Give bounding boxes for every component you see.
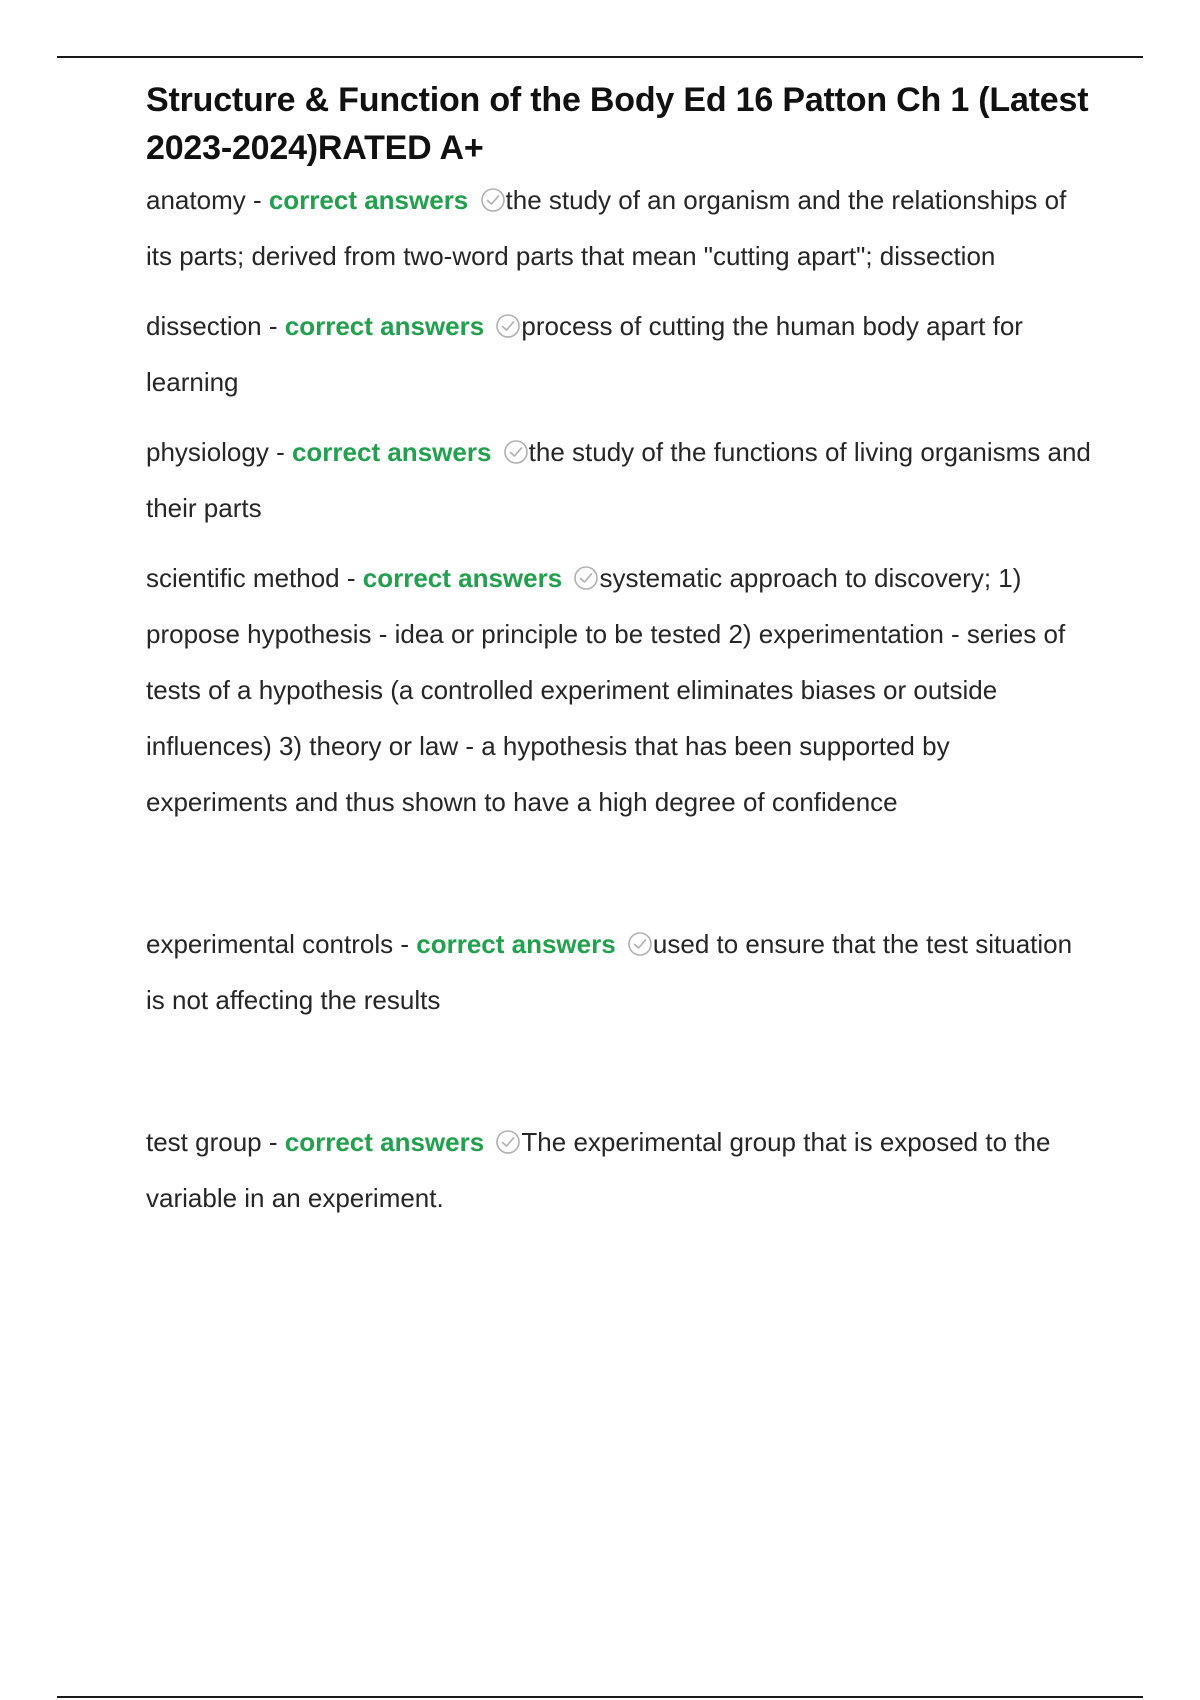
document-title: Structure & Function of the Body Ed 16 Patton Ch 1 (Latest 2023-2024)RATED A+ xyxy=(146,81,1089,167)
entry-term: test group - xyxy=(146,1127,285,1157)
flashcard-entry xyxy=(146,172,1096,284)
entry-definition: The experimental group that is exposed to the variable in an experiment. xyxy=(146,1127,1051,1213)
check-circle-icon xyxy=(573,565,599,591)
entry-term: experimental controls - xyxy=(146,929,417,959)
flashcard-entry xyxy=(146,298,1096,410)
flashcard-entry xyxy=(146,1114,1096,1226)
correct-answers-label: correct answers xyxy=(291,437,492,467)
entry-definition: systematic approach to discovery; 1) propose hypothesis - idea or principle to be tested 2) experimentation - series of tests of a hypothesis (a controlled experiment eliminates biases or outside influences) 3) theory or law - a hypothesis that has been supported by experiments and thus shown to have a high degree of confidence xyxy=(146,563,1066,817)
correct-answers-label: correct answers xyxy=(416,929,616,959)
entry-term: physiology - xyxy=(146,437,292,467)
entry-term: dissection - xyxy=(146,311,285,341)
check-circle-icon xyxy=(495,1129,521,1155)
flashcard-entry xyxy=(146,550,1096,830)
entry-definition: used to ensure that the test situation is not affecting the results xyxy=(146,929,1073,1015)
check-circle-icon xyxy=(480,187,506,213)
entry-definition: process of cutting the human body apart for learning xyxy=(146,311,1023,397)
correct-answers-label: correct answers xyxy=(284,1127,485,1157)
document-page xyxy=(146,76,1096,1226)
correct-answers-label: correct answers xyxy=(268,185,469,215)
check-circle-icon xyxy=(627,931,653,957)
entry-definition: the study of an organism and the relationships of its parts; derived from two-word parts that mean "cutting apart"; dissection xyxy=(146,185,1067,271)
check-circle-icon xyxy=(495,313,521,339)
correct-answers-label: correct answers xyxy=(284,311,485,341)
entry-term: anatomy - xyxy=(146,185,269,215)
flashcard-entry xyxy=(146,424,1096,536)
bottom-divider xyxy=(57,1696,1143,1698)
entry-term: scientific method - xyxy=(146,563,363,593)
top-divider xyxy=(57,56,1143,58)
flashcard-entry xyxy=(146,916,1096,1028)
check-circle-icon xyxy=(503,439,529,465)
entry-definition: the study of the functions of living organisms and their parts xyxy=(146,437,1091,523)
correct-answers-label: correct answers xyxy=(362,563,563,593)
